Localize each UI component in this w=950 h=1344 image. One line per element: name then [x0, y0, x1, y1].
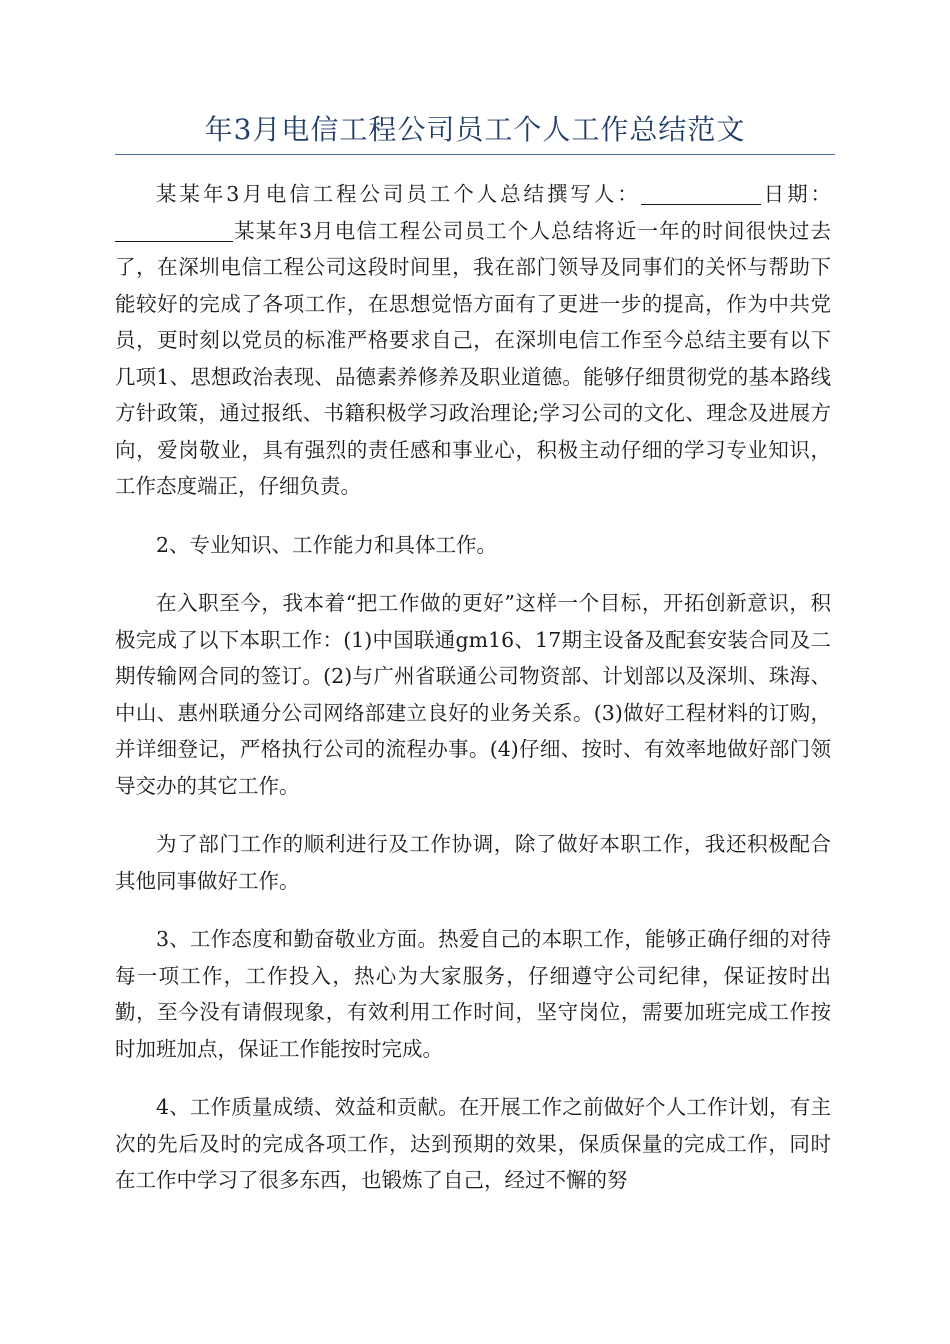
paragraph-2: 2、专业知识、工作能力和具体工作。 [156, 532, 498, 557]
paragraph-1 [115, 176, 831, 505]
document-title: 年3月电信工程公司员工个人工作总结范文 [204, 113, 746, 146]
author-blank [641, 182, 761, 205]
paragraph-4: 为了部门工作的顺利进行及工作协调，除了做好本职工作，我还积极配合其他同事做好工作。 [115, 832, 831, 893]
paragraph-3: 在入职至今，我本着“把工作做的更好”这样一个目标，开拓创新意识，积极完成了以下本职工作：(1)中国联通gm16、17期主设备及配套安装合同及二期传输网合同的签订。(2)与广州省联通公司物资部、计划部以及深圳、珠海、中山、惠州联通分公司网络部建立良好的业务关系。(3)做好工程材料的订购，并详细登记，严格执行公司的流程办事。(4)仔细、按时、有效率地做好部门领导交办的其它工作。 [115, 591, 831, 798]
document-body [115, 176, 831, 1221]
date-label: 日期： [760, 182, 832, 206]
paragraph-5: 3、工作态度和勤奋敬业方面。热爱自己的本职工作，能够正确仔细的对待每一项工作，工作投入，热心为大家服务，仔细遵守公司纪律，保证按时出勤，至今没有请假现象，有效利用工作时间，坚守岗位，需要加班完成工作按时加班加点，保证工作能按时完成。 [115, 927, 831, 1061]
title-underline [115, 154, 835, 155]
paragraph-1-text: 某某年3月电信工程公司员工个人总结将近一年的时间很快过去了，在深圳电信工程公司这段时间里，我在部门领导及同事们的关怀与帮助下能较好的完成了各项工作，在思想觉悟方面有了更进一步的提高，作为中共党员，更时刻以党员的标准严格要求自己，在深圳电信工作至今总结主要有以下几项1、思想政治表现、品德素养修养及职业道德。能够仔细贯彻党的基本路线方针政策，通过报纸、书籍积极学习政治理论;学习公司的文化、理念及进展方向，爱岗敬业，具有强烈的责任感和事业心，积极主动仔细的学习专业知识，工作态度端正，仔细负责。 [115, 218, 831, 498]
paragraph-6: 4、工作质量成绩、效益和贡献。在开展工作之前做好个人工作计划，有主次的先后及时的完成各项工作，达到预期的效果，保质保量的完成工作，同时在工作中学习了很多东西，也锻炼了自己，经过不懈的努 [115, 1095, 831, 1192]
paragraph-1-heading: 某某年3月电信工程公司员工个人总结撰写人： [156, 182, 641, 206]
date-blank [115, 219, 233, 242]
